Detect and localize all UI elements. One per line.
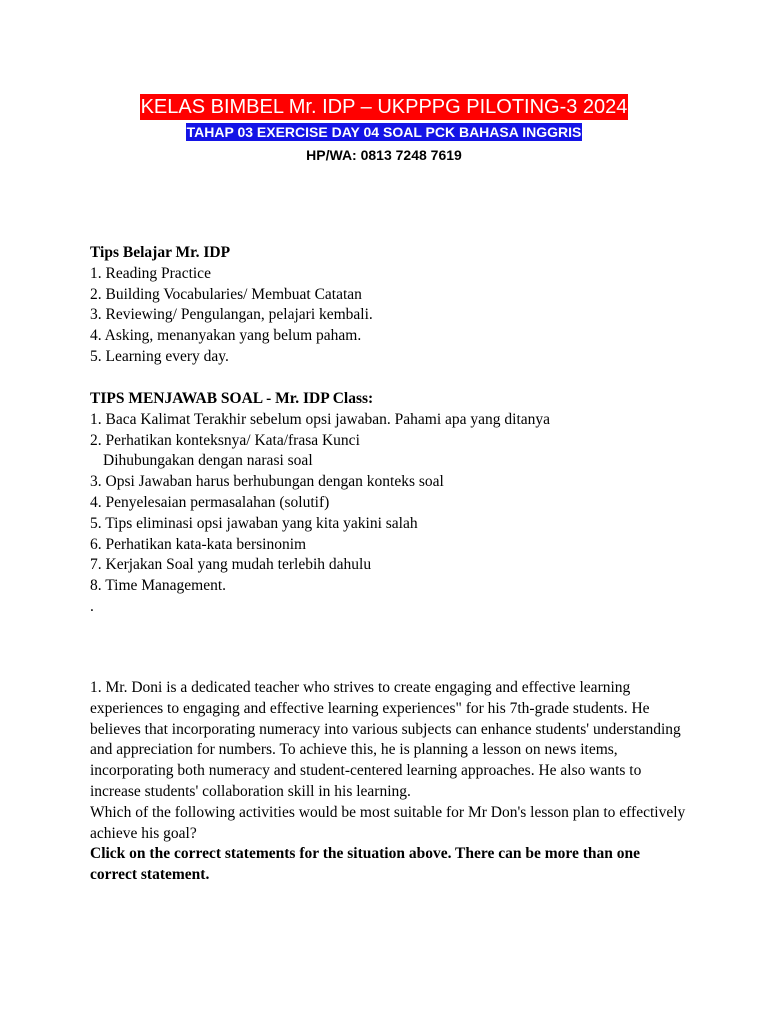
question-body: 1. Mr. Doni is a dedicated teacher who strives to create engaging and effective learning experiences to engaging and effective learning experiences" for his 7th-grade students. He believes that incorporating numeracy into various subjects can enhance students' understanding and appreciation for numbers. To achieve this, he is planning a lesson on news items, incorporating both numeracy and student-centered learning approaches. He also wants to increase students' collaboration skill in his learning. [90,679,681,800]
study-tip-item: 1. Reading Practice [90,264,211,282]
answer-tip-item: 2. Perhatikan konteksnya/ Kata/frasa Kunci [90,431,360,449]
answer-tip-item-continuation: Dihubungakan dengan narasi soal [103,452,313,470]
answer-tip-item: 1. Baca Kalimat Terakhir sebelum opsi jawaban. Pahami apa yang ditanya [90,410,551,428]
subtitle-line [0,123,768,142]
question-prompt: Which of the following activities would be most suitable for Mr Don's lesson plan to effectively achieve his goal? [90,803,686,842]
answer-tip-item: 6. Perhatikan kata-kata bersinonim [90,535,307,553]
answer-tip-item: 4. Penyelesaian permasalahan (solutif) [90,493,330,511]
document-title: KELAS BIMBEL Mr. IDP – UKPPPG PILOTING-3 2024 [140,96,628,118]
answer-tip-item: 7. Kerjakan Soal yang mudah terlebih dahulu [90,556,372,574]
study-tip-item: 4. Asking, menanyakan yang belum paham. [90,327,362,345]
answer-tip-item: 8. Time Management. [90,577,227,595]
study-tip-item: 5. Learning every day. [90,347,229,365]
study-tips-section [90,243,690,368]
study-tip-item: 2. Building Vocabularies/ Membuat Catatan [90,285,362,303]
question-section [90,678,690,886]
answer-tip-item: 3. Opsi Jawaban harus berhubungan dengan konteks soal [90,473,444,491]
document-header [0,94,768,164]
study-tip-item: 3. Reviewing/ Pengulangan, pelajari kembali. [90,306,373,324]
title-line [0,94,768,120]
contact-info: HP/WA: 0813 7248 7619 [306,147,462,163]
document-subtitle: TAHAP 03 EXERCISE DAY 04 SOAL PCK BAHASA INGGRIS [186,124,582,140]
study-tips-heading: Tips Belajar Mr. IDP [90,244,231,261]
answer-tips-section [90,389,690,618]
answer-tip-item: 5. Tips eliminasi opsi jawaban yang kita yakini salah [90,514,418,532]
trailing-period: . [90,597,94,615]
answer-tips-heading: TIPS MENJAWAB SOAL - Mr. IDP Class: [90,390,374,407]
question-instruction: Click on the correct statements for the situation above. There can be more than one correct statement. [90,845,641,884]
